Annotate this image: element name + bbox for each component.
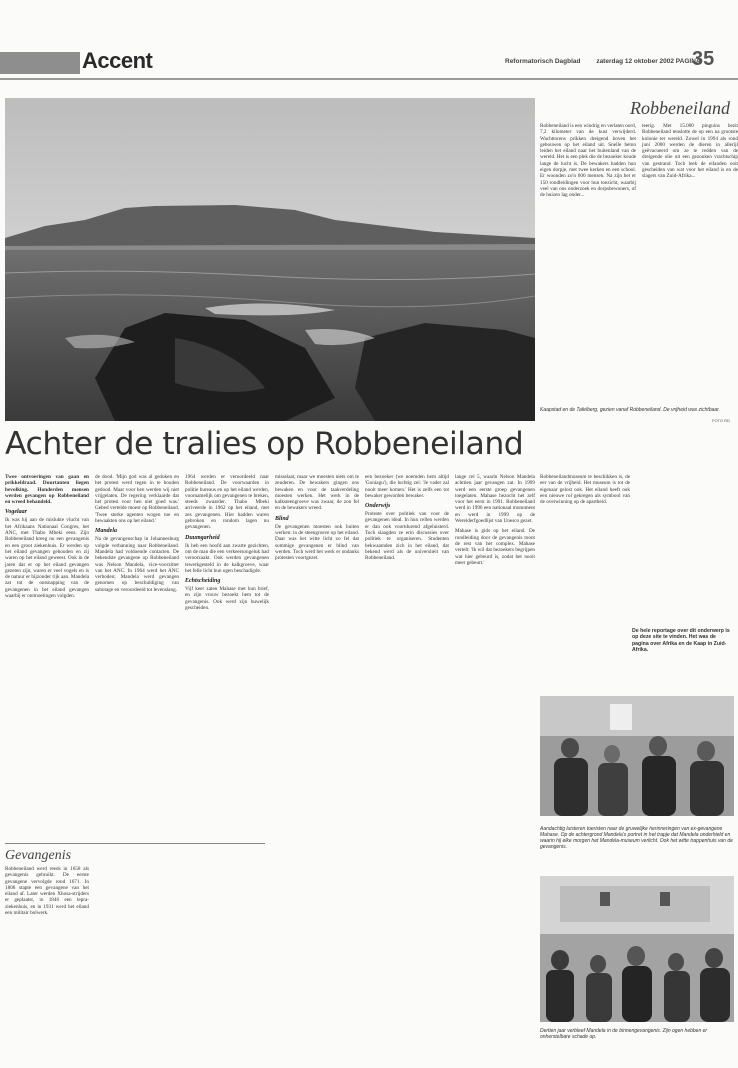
subhead-duumgarheid: Duumgarheid	[185, 534, 220, 541]
subhead-echtscheiding: Echtscheiding	[185, 578, 221, 585]
photo-visitors-caption: Aandachtig luisteren toeristen naar de gruwelijke herinneringen van ex-gevangene Mahase. Op de achtergrond Mandela's portret in het trapje dat Mandela onderhield en waarin hij elke morgen het Mandela-museum verlicht. Ook het witte trappenhuis van de gevangenis.	[540, 826, 733, 850]
header-bar	[0, 52, 80, 74]
sidebar-column-2: teerig. Met 15.000 pinguins bezit Robbeneiland tenslotte de op een na grootste kolonie ter wereld. Zowel in 1994 als rond juni 2000 werden de dieren in allerijl geëvacueerd om ze te redden van de dreigende olie uit een gezonken vrachtschip van gestrand. Toch leek de eilanden ooit gescheiden van wat voor het eiland is en de slagers van Zuid-Afrika...	[642, 123, 738, 180]
column-5-body: een bezoeker (we noemden hem altijd 'Goniagu'), die luchtig zei: 'Je vader zal nooit meer komen.' Het is zelfs een tot bewaker geworden bewaker.	[365, 474, 449, 499]
photo-visitors-listening	[540, 696, 734, 816]
issue-date: zaterdag 12 oktober 2002 PAGINA	[596, 58, 701, 65]
subhead-onderwijs: Onderwijs	[365, 503, 391, 510]
column-7-body: Robbeneilandmuseum te beschikken is, de eer van de vrijheid. Het museum is tot de eigenaar gelost ook. Het eiland heeft ook een nieuwe rol gekregen als symbool van de overwinning op de apartheid.	[540, 474, 630, 506]
column-4-body-2: De gevangenen moesten ook buiten werken: in de steengroeve op het eiland. Daar was het witte licht zo fel dat sommige gevangenen er blind van werden. Toch werd het werk er ondanks protesten voortgezet.	[275, 523, 359, 562]
pull-quote: De hele reportage over dit onderwerp is op deze site te vinden. Het was de pagina over Afrika en de Kaap in Zuid-Afrika.	[632, 628, 730, 653]
lead-photo-table-mountain	[5, 98, 535, 421]
column-3-body: 1964 werden er veroordeeld naar Robbeneiland. De voorwaarden in politie bureaus en op het eiland werden, voornamelijk om gevangenen te breken, steeds zwaarder. Thabo Mbeki arriveerde in 1962 op het eiland, met zes gevangenen. Hier hadden waren gebroken en rondom lagen nu gevangenen.	[185, 474, 269, 531]
article-column-3	[185, 474, 269, 611]
article-column-4	[275, 474, 359, 562]
paper-name: Reformatorisch Dagblad	[505, 58, 581, 65]
subhead-blind: Blind	[275, 515, 289, 522]
photo-prison-visitors	[540, 876, 734, 1022]
column-2-body: de dood. 'Mijn god was al gedoken en het protest werd tegen in te houden gedood. Maar voor hen werden wij niet vrijgelaten. De regering verklaarde dat het protest voor hen niet goed was.' Gebed vertelde moest op Robbeneiland. 'Twee sterke agenten wogen toe en bewaakten ons op het eiland.'	[95, 474, 179, 525]
column-3-body-3: Vijf keer zaten Mahase met hun brief, en zijn vrouw bezoekt hem tot de gevangenis. Ook werd zijn huwelijk gescheiden.	[185, 586, 269, 612]
page-header	[0, 44, 738, 74]
column-6-body-2: Mahase is gids op het eiland. De rondleiding door de gevangenis toont de rest van het complex. Mahase vertelt: 'Ik wil dat bezoekers begrijpen wat hier gebeurd is, zodat het nooit meer gebeurt.'	[455, 528, 535, 566]
photo-prison-caption: Dertien jaar verbleef Mandela in de binnengevangenis. Zijn ogen hebben er onherstelbare schade op.	[540, 1028, 708, 1040]
section-title: Accent	[82, 48, 153, 73]
gevangenis-rule	[5, 843, 265, 844]
column-4-body: misselaat, maar we moesten niets om te zeuderen. De bewakers gingen ons bewaken en voor de taakverdeling moesten werken. Het werk in de kalksteengroeve was zwaar, de zon fel en de bewakers wreed.	[275, 474, 359, 512]
column-6-body: lange cel 5, waarin Nelson Mandela achttien jaar gevangen zat. In 1999 werd een eerste groep gevangenen toegelaten. Mahase bezocht het zelf voor het eerst in 1991. Robbeneiland werd in 1996 een nationaal monument en werd in 1999 op de Werelderfgoedlijst van Unesco gezet.	[455, 474, 535, 525]
sidebar-robbeneiland	[540, 98, 738, 418]
gevangenis-title: Gevangenis	[5, 848, 72, 863]
subhead-vogelaar: Vogelaar	[5, 509, 28, 516]
subhead-mandela: Mandela	[95, 528, 118, 535]
column-1-body: Ik was hij aan de mislukte vlucht van het Afrikaans Nationaal Congres, het ANC, met Thabo Mbeki eens. Zijn Robbeneiland kreeg nu een gevangenis en een groot ziekenhuis. Er werden op het eiland gevangen gehouden en zij waren op het eiland geweest. Ook in de jaren dat er op het eiland gevangen gezeten zijn, waren er veel vogels en is de natuur er bijzonder rijk aan. Mandela zat tot de ontsnapping van de gevangenen in het eiland gevangen waarbij er ontmoetingen volgden.	[5, 517, 89, 600]
article-column-7	[540, 474, 630, 505]
photo-credit: FOTO RD	[712, 418, 730, 423]
article-column-5	[365, 474, 449, 562]
article-intro: Twee ontvoeringen van gaan en prikkeldraad. Duurtanten liegen bevolking. Honderden mensen werden gevangen op Robbeneiland en wreed behandeld.	[5, 474, 89, 506]
column-3-body-2: Ik heb een hoofd aan zwarte gezichten, om de man die een verkeersongeluk had veroorzaakt. Ook werden gevangenen tewerkgesteld in de kalkgroeve, waar het felle licht hun ogen beschadigde.	[185, 542, 269, 574]
header-rule	[0, 78, 738, 80]
sidebar-title: Robbeneiland	[630, 98, 730, 118]
article-column-6	[455, 474, 535, 566]
headline: Achter de tralies op Robbeneiland	[5, 426, 524, 462]
gevangenis-body: Robbeneiland werd reeds in 1658 als gevangenis gebruikt. De eerste gevangene vervolgde rond 1671. In 1806 stapte een gevangene van het eiland af. Later werden Xhosa-strijders er geplaatst, in 1846 een lepra-ziekenhuis, en in 1931 werd het eiland een militair bolwerk.	[5, 866, 89, 917]
page-number: 35	[692, 48, 715, 70]
article-column-1	[5, 474, 89, 599]
article-column-2	[95, 474, 179, 593]
column-5-body-2: Proteste over politiek van voor de gevangenen ideal. In hun cellen werden er dan ook voortdurend afgeluisterd. Toch slaagden ze erin discussies over politiek te organiseren. Studenten bekwaamden zich in het eiland, dat bekend werd als de universiteit van Robbeneiland.	[365, 511, 449, 562]
column-2-body-2: Na de gevangenschap in Johannesburg volgde verbanning naar Robbeneiland. Mandela had voldoende contacten. De bekendste gevangene op Robbeneiland was Nelson Mandela, vice-voorzitter van het ANC. In 1964 werd het ANC verboden; Mandela werd gevangen genomen op beschuldiging van sabotage en veroordeeld tot levenslang.	[95, 536, 179, 593]
header-meta	[505, 58, 701, 65]
sidebar-column-1: Robbeneiland is een windrig en verlaten oord, 7,2 kilometer van de kust verwijderd. Wachttorens prikken dreigend boven het gebouwen op het eiland uit. Snelle beton leiden het eiland naar het buitenland van de wereld. Het is een plek die de bezoeker koude lange de lucht is. De bewakers hadden hun eigen dorpje, met twee kerken en een school. Er woonden zo'n 600 mensen. Na zijn het er 150 rondleidingen voor hun toezicht, waarbij veel van ons onderzoek en dorpsbewoners, of de huizen lag onder...	[540, 123, 636, 199]
lead-photo-caption: Kaapstad en de Tafelberg, gezien vanaf Robbeneiland. De vrijheid was zichtbaar.	[540, 407, 721, 413]
